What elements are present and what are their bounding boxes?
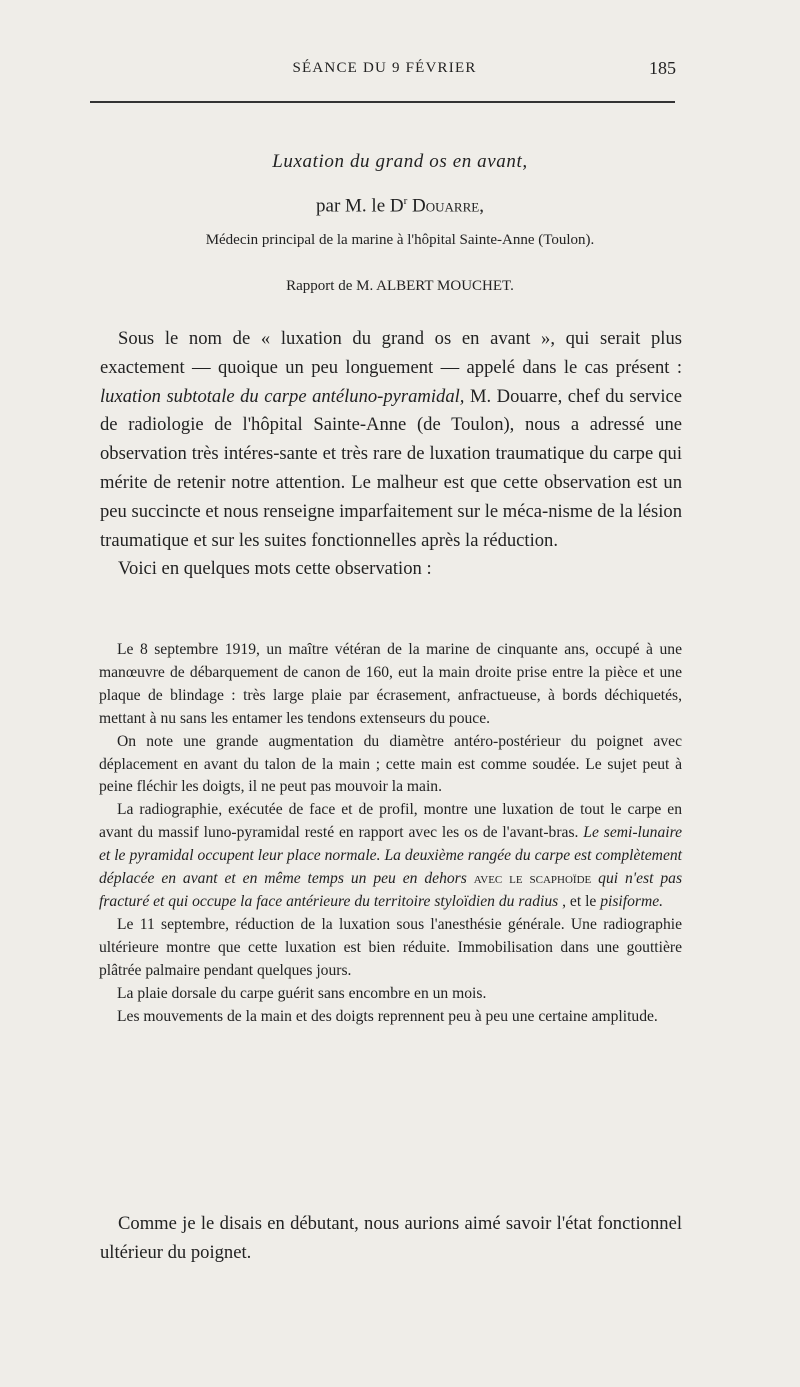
author-name: Douarre, — [412, 195, 484, 217]
paragraph — [99, 799, 682, 914]
byline-prefix: par M. le D — [316, 195, 404, 217]
observation-text — [99, 639, 682, 1028]
text-run: Sous le nom de « luxation du grand os en avant », qui serait plus exactement — quoique un peu longuement — appelé dans le cas présent : — [100, 328, 682, 378]
body-text — [100, 325, 682, 584]
paragraph — [100, 325, 682, 555]
smallcaps-run: avec le scaphoïde — [466, 870, 599, 888]
paragraph: La plaie dorsale du carpe guérit sans encombre en un mois. — [117, 984, 487, 1002]
paragraph: Le 11 septembre, réduction de la luxation sous l'anesthésie générale. Une radiographie ultérieure montre que cette luxation est bien réduite. Immobilisation dans une gouttière plâtrée palmaire pendant quelques jours. — [99, 915, 682, 979]
paragraph: Voici en quelques mots cette observation : — [118, 558, 432, 580]
report-line: Rapport de M. ALBERT MOUCHET. — [286, 278, 514, 294]
paragraph: Le 8 septembre 1919, un maître vétéran de la marine de cinquante ans, occupé à une manœuvre de débarquement de canon de 160, eut la main droite prise entre la pièce et une plaque de blindage : très large plaie par écrasement, anfractueuse, à bords déchiquetés, mettant à nu sans les entamer les tendons extenseurs du pouce. — [99, 641, 682, 727]
text-run: , et le — [558, 892, 601, 910]
article-title: Luxation du grand os en avant, — [272, 151, 528, 172]
paragraph: Les mouvements de la main et des doigts reprennent peu à peu une certaine amplitude. — [117, 1007, 658, 1025]
italic-run: Le semi-lunaire et le pyramidal occupent leur place normale. La deuxième rangée du carpe est complètement déplacée en avant et en même temps un peu en dehors — [99, 824, 682, 888]
byline-sup: r — [403, 195, 408, 207]
italic-run: pisiforme. — [600, 892, 664, 910]
page-number: 185 — [649, 58, 676, 78]
italic-run: luxation subtotale du carpe antéluno-pyramidal, — [100, 385, 465, 407]
header-rule — [90, 101, 675, 103]
byline — [0, 195, 800, 217]
text-run: M. Douarre, chef du service de radiologie de l'hôpital Sainte-Anne (de Toulon), nous a adressé une observation très intéres-sante et très rare de luxation traumatique du carpe qui mérite de retenir notre attention. Le malheur est que cette observation est un peu succincte et nous renseigne imparfaitement sur le méca-nisme de la lésion traumatique et sur les suites fonctionnelles après la réduction. — [100, 385, 682, 551]
author-affiliation: Médecin principal de la marine à l'hôpital Sainte-Anne (Toulon). — [205, 232, 595, 248]
italic-run: qui n'est pas fracturé et qui occupe la face antérieure du territoire styloïdien du radius — [99, 870, 683, 910]
running-title: SÉANCE DU 9 FÉVRIER — [292, 60, 477, 76]
text-run: La radiographie, exécutée de face et de profil, montre une luxation de tout le carpe en avant du massif luno-pyramidal resté en rapport avec les os de l'avant-bras. — [99, 801, 682, 842]
running-head — [93, 60, 676, 90]
closing-text — [100, 1209, 682, 1267]
paragraph: Comme je le disais en débutant, nous aurions aimé savoir l'état fonctionnel ultérieur du poignet. — [100, 1213, 682, 1263]
paragraph: On note une grande augmentation du diamètre antéro-postérieur du poignet avec déplacement en avant du talon de la main ; cette main est comme soudée. Le sujet peut à peine fléchir les doigts, il ne peut pas mouvoir la main. — [99, 732, 682, 796]
